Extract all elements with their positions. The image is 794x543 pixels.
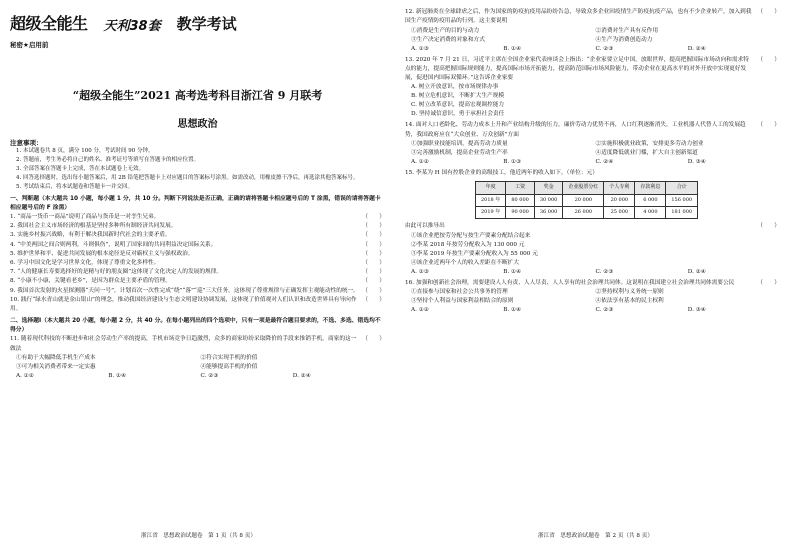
table-cell: 4 000 [635, 206, 666, 218]
table-cell: 20 000 [604, 194, 635, 206]
subject-title: 思想政治 [177, 119, 218, 130]
option-item: A. 树立开放意识，按市场规律办事 [411, 84, 499, 91]
table-row [476, 206, 698, 218]
option-item: ①直接参与国家和社会公共事务的管理 [411, 288, 508, 295]
choice-item: C. ②③ [595, 45, 614, 52]
note-item: 5. 考试结束后，将本试题卷和答题卡一并交回。 [16, 184, 133, 190]
option-item: ①加强职业技能培训，提高劳动力质量 [411, 141, 508, 148]
choice-item: B. ①④ [503, 306, 522, 313]
tf-question [10, 222, 385, 231]
tf-question-text: 7. “人的健康长寿要选择好的是精与好的朋友圈”这体现了文化决定人的发展的规律。 [10, 269, 223, 276]
table-cell: 2018 年 [476, 194, 506, 206]
choice-item: D. ③④ [687, 306, 706, 313]
answer-bracket: （ ） [362, 336, 385, 343]
note-item: 3. 全部答案在答题卡上完成，答在本试题卷上无效。 [16, 166, 144, 172]
brand-logo: 超级全能生 [10, 14, 88, 33]
tf-question-text: 4. “中美两国之间合则两利，斗则俱伤”，说明了国家间的共同利益决定国际关系。 [10, 241, 217, 248]
brand-logo-38: 天利38套 [103, 19, 161, 34]
table-header-cell: 企业股票分红 [563, 182, 604, 194]
answer-bracket: （ ） [362, 269, 385, 276]
section-1-heading: 一、判断题（本大题共 10 小题，每小题 1 分，共 10 分。判断下列说法是否正确，正确的请将答题卡相应题号后的 T 涂黑，错误的请将答题卡相应题号后的 F 涂黑） [10, 196, 381, 211]
choice-list [405, 45, 780, 54]
option-item: ①消费是生产的目的与动力 [411, 27, 480, 34]
tf-question [10, 231, 385, 240]
answer-bracket: （ ） [362, 278, 385, 285]
table-cell: 36 000 [534, 206, 563, 218]
table-cell: 2019 年 [476, 206, 506, 218]
option-item: ③生产决定消费的对象和方式 [411, 36, 485, 43]
question-15 [405, 169, 780, 276]
choice-item: B. ①④ [503, 268, 522, 275]
tf-question [10, 277, 385, 286]
option-list [405, 27, 780, 45]
tf-question-text: 3. 实施乡村振兴战略，有利于解决我国新时代社会的主要矛盾。 [10, 232, 171, 239]
question-11 [10, 335, 385, 381]
tf-question [10, 259, 385, 268]
tf-question [10, 250, 385, 259]
choice-item: B. ①③ [503, 159, 522, 166]
choice-item: B. ①④ [503, 45, 522, 52]
answer-bracket: （ ） [362, 287, 385, 294]
option-item: ①该企业把按劳分配与按生产要素分配结合起来 [411, 232, 531, 239]
choice-item: A. ①③ [411, 268, 429, 275]
header-brands [10, 8, 385, 34]
choice-item: D. ②④ [292, 372, 311, 379]
choice-item: C. ②③ [595, 268, 614, 275]
choice-item: C. ②④ [595, 159, 614, 166]
answer-bracket: （ ） [362, 250, 385, 257]
choice-item: B. ①④ [108, 372, 127, 379]
choice-list [405, 306, 780, 315]
page-right [397, 0, 794, 543]
income-table [475, 181, 698, 219]
table-cell: 25 000 [604, 206, 635, 218]
question-14 [405, 121, 780, 167]
choice-item: D. ③④ [687, 159, 706, 166]
answer-bracket: （ ） [362, 232, 385, 239]
table-cell: 30 000 [534, 194, 563, 206]
answer-bracket: （ ） [757, 9, 780, 15]
page-footer-right: 浙江省 思想政治试题卷 第 2 页（共 8 页） [538, 533, 653, 539]
option-list [405, 140, 780, 158]
answer-bracket: （ ） [757, 223, 780, 230]
tf-question-text: 10. 践行“绿水青山就是金山银山”的理念，推动我国经济建设与生态文明建设协调发展，这体现了价值观对人们认识和改造世界具有导向作用。 [10, 296, 357, 313]
option-item: ④生产为消费创造动力 [595, 36, 653, 43]
choice-list [405, 268, 780, 277]
option-item: ②李某 2018 年按劳分配收入为 130 000 元 [411, 241, 525, 248]
table-header-row [476, 182, 698, 194]
option-item: ③坚持个人利益与国家利益相结合的原则 [411, 297, 514, 304]
choice-item: C. ②③ [595, 306, 614, 313]
question-stem: 15. 李某为 H 国有控股企业的高级技工，他近两年的收入如下。（单位：元） [405, 170, 598, 177]
tf-question-list [10, 213, 385, 314]
option-item: ④依法享有基本的民主权利 [595, 297, 664, 304]
answer-bracket: （ ） [757, 279, 780, 286]
option-item: D. 坚持诚信意识，勇于承担社会责任 [411, 111, 505, 118]
option-item: ③李某 2019 年按生产要素分配收入为 55 000 元 [411, 250, 538, 257]
option-item: ④该企业近两年个人的收入差距在不断扩大 [411, 259, 520, 266]
notes-heading: 注意事项： [10, 139, 43, 147]
table-header-cell: 个人专利 [604, 182, 635, 194]
tf-question-text: 9. 我国首次发射的火星探测器“天问一号”，计划首次一次性完成“绕”“落”“巡”三大任务。这体现了尊重规律与正确发挥主观能动性的统一。 [10, 287, 359, 294]
notes-list [10, 147, 385, 192]
question-stem: 16. 加强和创新社会治理，需要建设人人有责、人人尽责、人人享有的社会治理共同体。这说明在我国建立社会治理共同体需要公民 [405, 279, 735, 286]
table-header-cell: 工资 [506, 182, 535, 194]
option-item: ①有助于大幅降低手机生产成本 [16, 354, 96, 361]
tf-question [10, 296, 385, 314]
choice-item: A. ①③ [411, 45, 429, 52]
tf-question [10, 241, 385, 250]
choice-item: A. ①② [16, 372, 34, 379]
tf-question-text: 2. 我国社会主义市场经济的根基是坚持多种所有制经济共同发展。 [10, 223, 177, 230]
option-list [405, 288, 780, 306]
option-item: B. 树立危机意识，不断扩大生产规模 [411, 93, 505, 100]
table-header-cell: 年度 [476, 182, 506, 194]
tf-question-text: 1. “商品一货币一商品”说明了商品与货币是一对孪生兄弟。 [10, 214, 160, 220]
table-cell: 6 000 [635, 194, 666, 206]
table-cell: 26 000 [563, 206, 604, 218]
option-item: ③可为相关消费者带来一定实惠 [16, 363, 96, 370]
exam-title: “超级全能生”2021 高考选考科目浙江省 9 月联考 [72, 89, 323, 102]
answer-bracket: （ ） [362, 296, 385, 303]
option-item: ③完善激励机制，提高企业劳动生产率 [411, 150, 508, 157]
table-header-cell: 奖金 [534, 182, 563, 194]
table-cell: 156 000 [666, 194, 698, 206]
table-cell: 181 000 [666, 206, 698, 218]
choice-item: A. ①② [411, 306, 429, 313]
table-cell: 80 000 [506, 194, 535, 206]
tf-question [10, 213, 385, 222]
question-lead: 由此可以推导出 [405, 223, 445, 230]
question-stem: 13. 2020 年 7 月 21 日，习近平主席在全国企业家代表座谈会上指出：“企业家要立足中国，放眼世界，提高把握国际市场动向和需求特点的能力，提高把握国际规则能力，提高国际市场开拓能力，提高防范国际市场风险能力，带动企业在更高水平的对外开放中实现更好发展，促进国内国际双循环。”这告诉企业家要 [405, 56, 749, 82]
tf-question-text: 6. 学习中国文化是学习世界文化，体现了尊重文化多样性。 [10, 260, 160, 267]
choice-list [405, 158, 780, 167]
section-2-heading: 二、选择题Ⅰ（本大题共 20 小题，每小题 2 分，共 40 分。在每小题列出的四个选项中，只有一项是最符合题目要求的，不选、多选、错选均不得分） [10, 318, 381, 334]
answer-bracket: （ ） [362, 260, 385, 267]
note-item: 2. 答题前，考生务必将自己的姓名、准考证号等填写在答题卡的相应位置。 [16, 157, 199, 163]
option-item: ②符合实现手机的价值 [200, 354, 258, 361]
choice-list [10, 372, 385, 381]
question-12 [405, 8, 780, 54]
choice-item: D. ②④ [687, 268, 706, 275]
choice-item: A. ①② [411, 159, 429, 166]
question-stem: 12. 新冠肺炎在全球肆虐之后，作为国家的防疫抗疫用品纷纷告急，导致众多企业因疫情生产防疫抗疫产品，也有不少企业转产，加入到我国生产疫情防疫用品的行列。这主要说明 [405, 9, 752, 25]
option-item: C. 树立改革意识，提高宏观调控能力 [411, 102, 505, 109]
question-13 [405, 56, 780, 120]
option-item: ④能够提高手机的价值 [200, 363, 258, 370]
option-item: ②坚持权利与义务统一原则 [595, 288, 664, 295]
note-item: 4. 回答选择题时，选出每小题答案后，用 2B 铅笔把答题卡上对应题目的答案标号涂黑。如需改动，用橡皮擦干净后，再选涂其他答案标号。 [16, 175, 359, 181]
answer-bracket: （ ） [757, 56, 780, 63]
table-row [476, 194, 698, 206]
table-header-cell: 合计 [666, 182, 698, 194]
tf-question-text: 8. “小康不小康，关键看老乡”，是因为群众是主要矛盾的管理。 [10, 278, 171, 285]
answer-bracket: （ ） [362, 223, 385, 230]
table-cell: 20 000 [563, 194, 604, 206]
note-item: 1. 本试题卷共 8 页，满分 100 分，考试时间 90 分钟。 [16, 148, 154, 154]
brand-logo-jiaoxue: 教学考试 [176, 15, 237, 33]
secret-label: 秘密★启用前 [10, 41, 49, 49]
tf-question-text: 5. 维护世界和平、促进共同发展的根本途径是反对霸权主义与强权政治。 [10, 250, 194, 257]
question-16 [405, 279, 780, 315]
option-item: ④适度降低就业门槛，扩大自主创新渠道 [595, 150, 698, 157]
page-footer-left: 浙江省 思想政治试题卷 第 1 页（共 8 页） [141, 533, 256, 539]
answer-bracket: （ ） [757, 122, 780, 129]
tf-question [10, 268, 385, 277]
question-stem: 11. 随着现代科技的不断进步和社会劳动生产率的提高，手机市场竞争日趋激烈，众多的商家纷纷采取降价的手段来推销手机。商家的这一做法 [10, 336, 357, 352]
choice-item: D. ②④ [687, 45, 706, 52]
option-list [10, 354, 385, 372]
option-item: ②消费对生产具有反作用 [595, 27, 659, 34]
tf-question [10, 287, 385, 296]
table-header-cell: 存款利息 [635, 182, 666, 194]
choice-item: C. ②③ [200, 372, 219, 379]
question-stem: 14. 面对人口老龄化、劳动力成本上升和产业结构升级的压力，廉价劳动力优势不再，人口红利逐渐消失。工业机器人代替人工的发展趋势，我国政府应在“大众创业、万众创新”方面 [405, 122, 746, 138]
answer-bracket: （ ） [362, 214, 385, 220]
table-cell: 90 000 [506, 206, 535, 218]
answer-bracket: （ ） [362, 241, 385, 248]
option-item: ②实施积极就业政策，安排更多劳动力创业 [595, 141, 704, 148]
